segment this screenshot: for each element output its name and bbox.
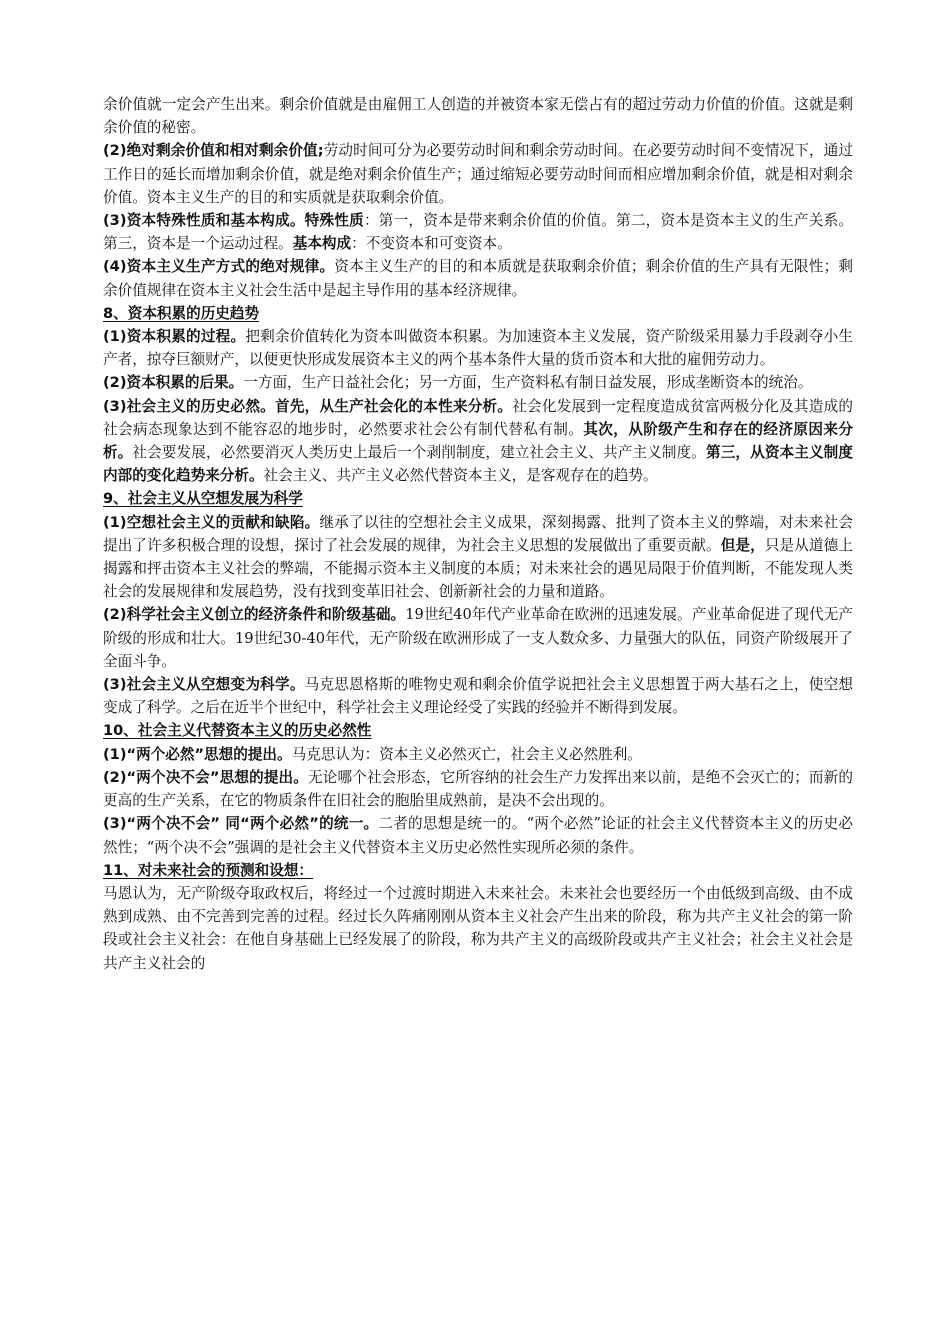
bold-term: (2)绝对剩余价值和相对剩余价值; [103,142,324,160]
text-run: 社会化发展到一定程度造成贫富两极分化及其造成的社会病态现象达到不能容忍的地步时，必然要求社会公有制代替私有制。 [103,397,853,438]
paragraph [103,511,853,604]
paragraph [103,812,853,858]
text-run: 无论哪个社会形态，它所容纳的社会生产力发挥出来以前，是绝不会灭亡的；而新的更高的生产关系，在它的物质条件在旧社会的胞胎里成熟前，是决不会出现的。 [103,768,853,810]
paragraph [103,603,853,673]
paragraph [103,673,853,719]
bold-term: (2)“两个决不会”思想的提出。 [103,768,309,786]
paragraph [103,93,853,139]
section-heading: 10、社会主义代替资本主义的历史必然性 [103,722,372,740]
paragraph [103,743,853,766]
text-run: 把剩余价值转化为资本叫做资本积累。为加速资本主义发展，资产阶级采用暴力手段剥夺小生产者，掠夺巨额财产，以便更快形成发展资本主义的两个基本条件大量的货币资本和大批的雇佣劳动力。 [103,328,853,369]
bold-term: (3)“两个决不会” 同“两个必然”的统一。 [103,815,379,833]
paragraph [103,255,853,301]
section-heading: 11、对未来社会的预测和设想： [103,861,314,879]
bold-term: (1)“两个必然”思想的提出。 [103,745,292,763]
document-body [103,93,853,975]
paragraph [103,395,853,488]
text-run: 只是从道德上揭露和抨击资本主义社会的弊端，不能揭示资本主义制度的本质；对未来社会的遇见局限于价值判断，不能发现人类社会的发展规律和发展趋势，没有找到变革旧社会、创新新社会的力量和道路。 [103,536,853,601]
bold-term: 基本构成 [292,235,352,253]
text-run: 一方面，生产日益社会化；另一方面，生产资料私有制日益发展，形成垄断资本的统治。 [243,374,813,392]
paragraph [103,882,853,975]
paragraph [103,766,853,812]
paragraph [103,325,853,371]
bold-term: (3)资本特殊性质和基本构成。特殊性质 [103,212,364,230]
paragraph [103,209,853,255]
bold-term: (4)资本主义生产方式的绝对规律。 [103,258,335,276]
text-run: 19世纪40年代产业革命在欧洲的迅速发展。产业革命促进了现代无产阶级的形成和壮大。19世纪30-40年代，无产阶级在欧洲形成了一支人数众多、力量强大的队伍，同资产阶级展开了全面斗争。 [103,606,853,670]
bold-term: 其次，从阶级产生和存在的经济原因来分析。 [103,420,853,462]
text-run: 继承了以往的空想社会主义成果，深刻揭露、批判了资本主义的弊端，对未来社会提出了许多积极合理的设想，探讨了社会发展的规律，为社会主义思想的发展做出了重要贡献。 [103,513,853,554]
paragraph [103,371,853,394]
text-run: 余价值就一定会产生出来。剩余价值就是由雇佣工人创造的并被资本家无偿占有的超过劳动力价值的价值。这就是剩余价值的秘密。 [103,96,853,137]
text-run: 资本主义生产的目的和本质就是获取剩余价值；剩余价值的生产具有无限性；剩余价值规律在资本主义社会生活中是起主导作用的基本经济规律。 [103,258,853,299]
text-run: 社会要发展，必然要消灭人类历史上最后一个剥削制度，建立社会主义、共产主义制度。 [132,444,707,462]
text-run: 马恩认为，无产阶级夺取政权后，将经过一个过渡时期进入未来社会。未来社会也要经历一个由低级到高级、由不成熟到成熟、由不完善到完善的过程。经过长久阵痛刚刚从资本主义社会产生出来的阶段，称为共产主义社会的第一阶段或社会主义社会：在他自身基础上已经发展了的阶段，称为共产主义的高级阶段或共产主义社会；社会主义社会是共产主义社会的 [103,884,853,972]
text-run: 二者的思想是统一的。“两个必然”论证的社会主义代替资本主义的历史必然性；“两个决不会”强调的是社会主义代替资本主义历史必然性实现所必须的条件。 [103,815,853,856]
bold-term: (3)社会主义的历史必然。首先，从生产社会化的本性来分析。 [103,397,513,415]
paragraph [103,139,853,209]
text-run: 马克思认为：资本主义必然灭亡，社会主义必然胜利。 [291,745,642,763]
text-run: 马克思恩格斯的唯物史观和剩余价值学说把社会主义思想置于两大基石之上，使空想变成了科学。之后在近半个世纪中，科学社会主义理论经受了实践的经验并不断得到发展。 [103,676,853,717]
section-heading: 9、社会主义从空想发展为科学 [103,490,303,508]
text-run: ：第一，资本是带来剩余价值的价值。第二，资本是资本主义的生产关系。第三，资本是一个运动过程。 [103,212,853,253]
text-run: ：不变资本和可变资本。 [351,235,512,253]
text-run: 社会主义、共产主义必然代替资本主义，是客观存在的趋势。 [263,467,658,485]
bold-term: (2)科学社会主义创立的经济条件和阶级基础。 [103,606,406,624]
bold-term: (1)空想社会主义的贡献和缺陷。 [103,513,320,531]
bold-term: 第三，从资本主义制度内部的变化趋势来分析。 [103,444,853,485]
text-run: 劳动时间可分为必要劳动时间和剩余劳动时间。在必要劳动时间不变情况下，通过工作日的延长而增加剩余价值，就是绝对剩余价值生产；通过缩短必要劳动时间而相应增加剩余价值，就是相对剩余价值。资本主义生产的目的和实质就是获取剩余价值。 [103,142,853,206]
bold-term: (2)资本积累的后果。 [103,374,244,392]
section-heading: 8、资本积累的历史趋势 [103,304,260,322]
bold-term: (3)社会主义从空想变为科学。 [103,676,305,694]
bold-term: (1)资本积累的过程。 [103,328,246,346]
bold-term: 但是， [720,536,765,554]
